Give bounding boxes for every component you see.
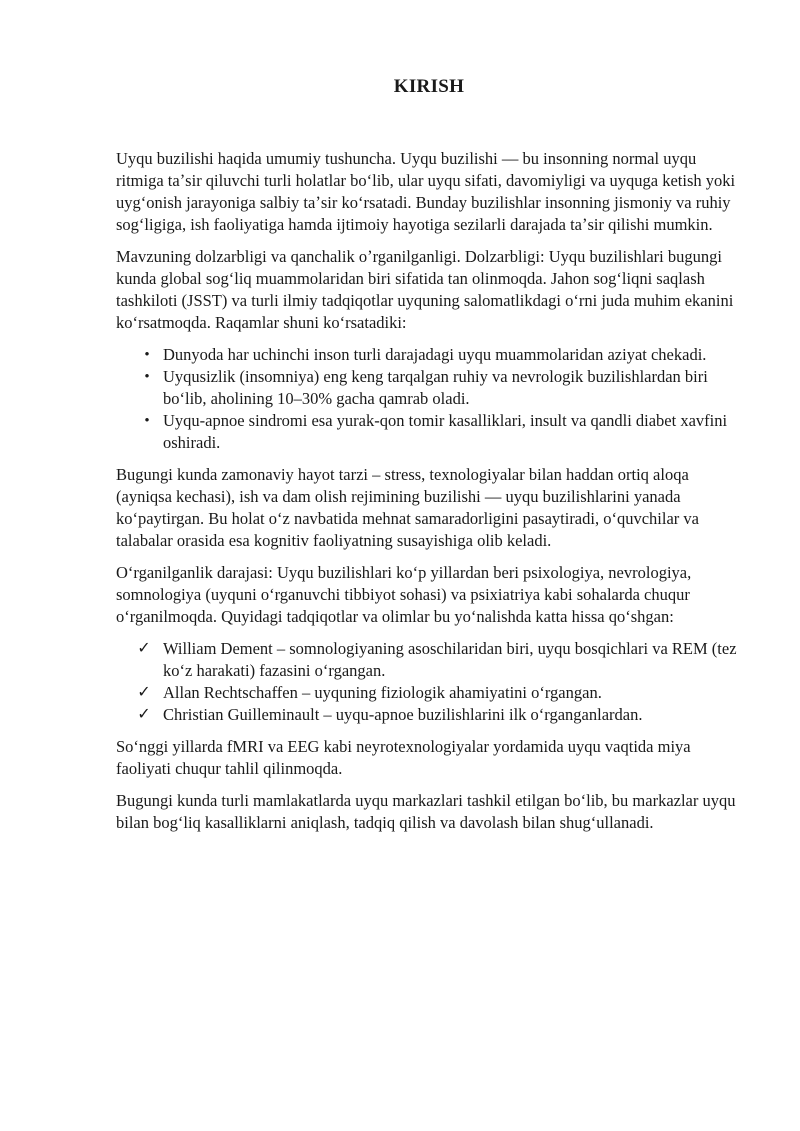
page-title: KIRISH [393, 76, 465, 97]
list-item [116, 410, 742, 454]
list-item-text: Uyqu-apnoe sindromi esa yurak-qon tomir kasalliklari, insult va qandli diabet xavfini oshiradi. [163, 411, 728, 452]
list-item [116, 682, 742, 704]
list-item [116, 704, 742, 726]
list-item [116, 366, 742, 410]
list-item-text: William Dement – somnologiyaning asoschilaridan biri, uyqu bosqichlari va REM (tez koʻz harakati) fazasini oʻrgangan. [163, 639, 737, 680]
paragraph-sleep-centers: Bugungi kunda turli mamlakatlarda uyqu markazlari tashkil etilgan boʻlib, bu markazlar uyqu bilan bogʻliq kasalliklarni aniqlash, tadqiq qilish va davolash bilan shugʻullanadi. [116, 791, 736, 832]
checkmark-icon: ✓ [137, 640, 151, 657]
list-item-text: Allan Rechtschaffen – uyquning fiziologik ahamiyatini oʻrgangan. [163, 683, 602, 702]
bullet-icon: • [144, 413, 150, 429]
statistics-bullet-list [116, 344, 742, 454]
list-item-text: Uyqusizlik (insomniya) eng keng tarqalgan ruhiy va nevrologik buzilishlardan biri boʻlib, aholining 10–30% gacha qamrab oladi. [163, 367, 708, 408]
document-page [116, 76, 742, 844]
paragraph-research-level: Oʻrganilganlik darajasi: Uyqu buzilishlari koʻp yillardan beri psixologiya, nevrologiya, somnologiya (uyquni oʻrganuvchi tibbiyot sohasi) va psixiatriya kabi sohalarda chuqur oʻrganilmoqda. Quyidagi tadqiqotlar va olimlar bu yoʻnalishda katta hissa qoʻshgan: [116, 563, 692, 626]
bullet-icon: • [144, 347, 150, 363]
paragraph-intro: Uyqu buzilishi haqida umumiy tushuncha. Uyqu buzilishi — bu insonning normal uyqu ritmiga taʼsir qiluvchi turli holatlar boʻlib, ular uyqu sifati, davomiyligi va uyquga ketish yoki uygʻonish jarayoniga salbiy taʼsir koʻrsatadi. Bunday buzilishlar insonning jismoniy va ruhiy sogʻligiga, ish faoliyatiga hamda ijtimoiy hayotiga sezilarli darajada taʼsir qilishi mumkin. [116, 149, 736, 234]
list-item-text: Christian Guilleminault – uyqu-apnoe buzilishlarini ilk oʻrganganlardan. [163, 705, 643, 724]
paragraph-neurotech: Soʻnggi yillarda fMRI va EEG kabi neyrotexnologiyalar yordamida uyqu vaqtida miya faoliyati chuqur tahlil qilinmoqda. [116, 737, 691, 778]
scientists-check-list [116, 638, 742, 726]
paragraph-relevance: Mavzuning dolzarbligi va qanchalik oʼrganilganligi. Dolzarbligi: Uyqu buzilishlari bugungi kunda global sogʻliq muammolaridan biri sifatida tan olinmoqda. Jahon sogʻliqni saqlash tashkiloti (JSST) va turli ilmiy tadqiqotlar uyquning salomatlikdagi oʻrni juda muhim ekanini koʻrsatmoqda. Raqamlar shuni koʻrsatadiki: [116, 247, 734, 332]
bullet-icon: • [144, 369, 150, 385]
checkmark-icon: ✓ [137, 684, 151, 701]
checkmark-icon: ✓ [137, 706, 151, 723]
list-item [116, 344, 742, 366]
paragraph-modern-lifestyle: Bugungi kunda zamonaviy hayot tarzi – stress, texnologiyalar bilan haddan ortiq aloqa (ayniqsa kechasi), ish va dam olish rejimining buzilishi — uyqu buzilishlarini yanada koʻpaytirgan. Bu holat oʻz navbatida mehnat samaradorligini pasaytiradi, oʻquvchilar va talabalar orasida esa kognitiv faoliyatning susayishiga olib keladi. [116, 465, 699, 550]
list-item [116, 638, 742, 682]
list-item-text: Dunyoda har uchinchi inson turli darajadagi uyqu muammolaridan aziyat chekadi. [163, 345, 707, 364]
